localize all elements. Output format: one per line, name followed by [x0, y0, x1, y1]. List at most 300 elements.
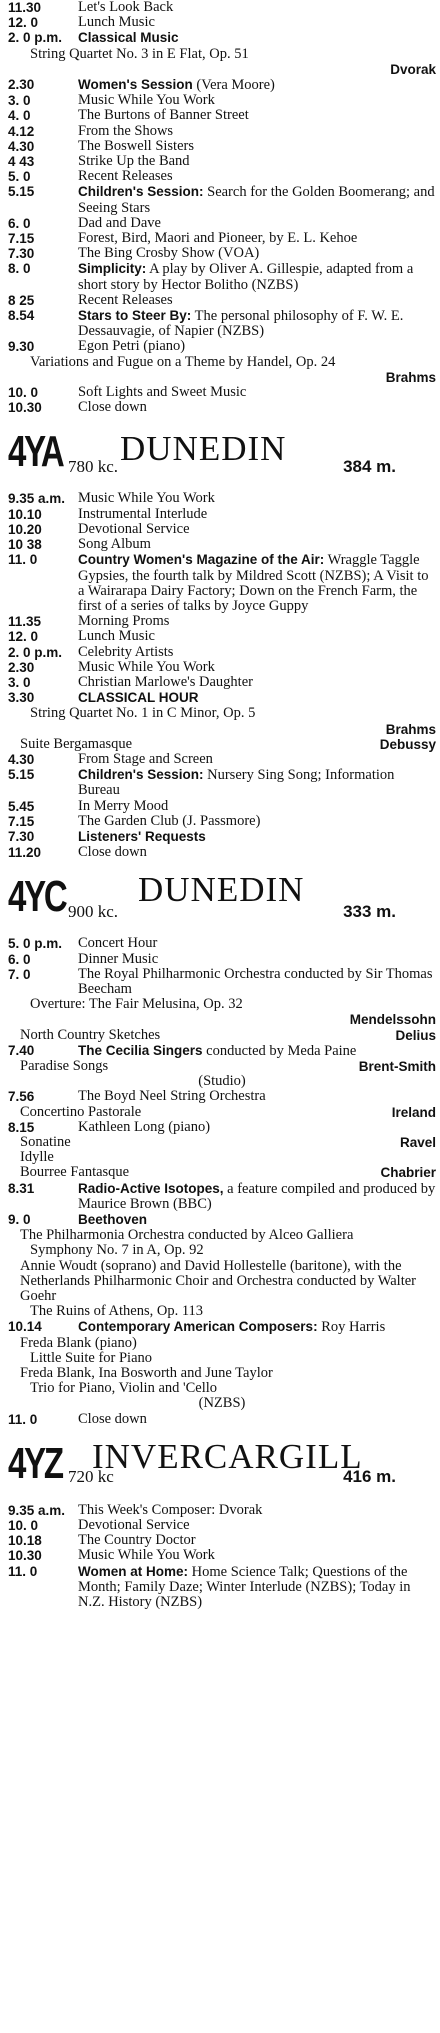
programme-text: [78, 799, 436, 814]
programme-text: [78, 952, 436, 967]
programme-time: 11. 0: [8, 1563, 38, 1579]
work-title: Trio for Piano, Violin and 'Cello: [30, 1380, 218, 1397]
work-title: (Studio): [198, 1073, 246, 1090]
programme-time: 2.30: [8, 659, 35, 675]
programme-row: [8, 936, 436, 951]
programme-entry: [8, 645, 436, 660]
programme-time: 9. 0: [8, 1212, 31, 1228]
programme-row: [8, 154, 436, 169]
programme-time: 2. 0 p.m.: [8, 644, 63, 660]
programme-entry: [8, 799, 436, 814]
programme-entry: [8, 1074, 436, 1089]
programme-description: Song Album: [78, 536, 151, 553]
programme-text: [78, 507, 436, 522]
radio-programme-page: [8, 0, 436, 1610]
programme-description: Dad and Dave: [78, 214, 161, 231]
programme-row: [8, 952, 436, 967]
programme-title: CLASSICAL HOUR: [78, 690, 199, 706]
programme-entry: [8, 1336, 436, 1351]
programme-description: Recent Releases: [78, 291, 173, 308]
programme-work: [8, 1028, 436, 1043]
programme-description: The Boyd Neel String Orchestra: [78, 1088, 266, 1105]
programme-work: [8, 1105, 436, 1120]
programme-row: [8, 799, 436, 814]
programme-time: 5.15: [8, 184, 35, 200]
programme-text: [78, 1503, 436, 1518]
programme-row: [8, 507, 436, 522]
programme-entry: [8, 1533, 436, 1548]
programme-row: [8, 690, 436, 706]
programme-title: The Cecilia Singers: [78, 1042, 203, 1058]
programme-title: Simplicity:: [78, 261, 147, 277]
programme-row: [8, 814, 436, 829]
programme-description: The Burtons of Banner Street: [78, 107, 249, 124]
station-frequency: 900 kc.: [68, 902, 119, 922]
programme-time: 7.30: [8, 246, 35, 262]
programme-work: [8, 1150, 436, 1165]
station-frequency: 780 kc.: [68, 457, 119, 477]
programme-entry: [8, 339, 436, 354]
programme-entry: [8, 1503, 436, 1518]
programme-description: From Stage and Screen: [78, 750, 213, 767]
programme-text: [78, 690, 436, 706]
programme-entry: [8, 614, 436, 629]
programme-description: Music While You Work: [78, 1547, 215, 1564]
programme-text: [78, 246, 436, 261]
programme-work: [8, 1381, 436, 1396]
programme-work: [8, 1396, 436, 1411]
programme-text: [78, 339, 436, 354]
programme-description: conducted by Meda Paine: [202, 1042, 357, 1059]
programme-title: Listeners' Requests: [78, 828, 206, 844]
work-title: Paradise Songs: [20, 1057, 109, 1074]
programme-entry: [8, 552, 436, 614]
programme-time: 5. 0 p.m.: [8, 936, 63, 952]
station-wavelength: 384 m.: [343, 457, 396, 477]
programme-text: [78, 1212, 436, 1228]
programme-time: 6. 0: [8, 215, 31, 231]
programme-entry: [8, 385, 436, 400]
composer-name: Chabrier: [380, 1165, 436, 1181]
programme-text: [78, 1412, 436, 1427]
programme-text: [78, 154, 436, 169]
programme-work: [8, 1228, 436, 1243]
programme-entry: [8, 675, 436, 690]
programme-entry: [8, 1412, 436, 1427]
programme-time: 10. 0: [8, 385, 39, 401]
programme-entry: [8, 62, 436, 77]
station-city: DUNEDIN: [120, 429, 287, 469]
programme-work: [8, 1165, 436, 1180]
programme-time: 3.30: [8, 690, 35, 706]
programme-entry: [8, 1396, 436, 1411]
programme-description: Close down: [78, 399, 147, 416]
programme-entry: [8, 1259, 436, 1305]
programme-entry: [8, 1243, 436, 1258]
programme-entry: [8, 139, 436, 154]
programme-entry: [8, 1028, 436, 1043]
programme-entry: [8, 1212, 436, 1228]
programme-time: 7.40: [8, 1042, 35, 1058]
programme-row: [8, 1412, 436, 1427]
programme-row: [8, 139, 436, 154]
programme-description: a feature compiled and produced by Maurice Brown (BBC): [78, 1180, 436, 1212]
programme-time: 10.30: [8, 400, 42, 416]
station-wavelength: 333 m.: [343, 902, 396, 922]
programme-title: Children's Session:: [78, 184, 204, 200]
programme-row: [8, 93, 436, 108]
programme-time: 10.30: [8, 1548, 42, 1564]
station-callsign: 4YA: [8, 427, 63, 477]
programme-text: [78, 93, 436, 108]
work-title: Bourree Fantasque: [20, 1164, 130, 1181]
composer-name: Brent-Smith: [358, 1058, 436, 1074]
programme-time: 10.18: [8, 1533, 42, 1549]
programme-text: [78, 139, 436, 154]
programme-row: [8, 645, 436, 660]
programme-time: 8 25: [8, 292, 35, 308]
programme-row: [8, 845, 436, 860]
programme-text: [78, 967, 436, 997]
programme-work: [8, 355, 436, 370]
programme-entry: [8, 537, 436, 552]
programme-title: Stars to Steer By:: [78, 308, 192, 324]
programme-entry: [8, 1089, 436, 1104]
programme-title: Classical Music: [78, 30, 179, 46]
programme-entry: [8, 30, 436, 46]
programme-entry: [8, 216, 436, 231]
programme-row: [8, 77, 436, 93]
programme-row: [8, 552, 436, 614]
programme-text: [78, 675, 436, 690]
programme-work: [8, 1366, 436, 1381]
programme-text: [78, 216, 436, 231]
programme-row: [8, 752, 436, 767]
programme-work: [8, 1135, 436, 1150]
programme-time: 10.14: [8, 1319, 42, 1335]
programme-title: Women at Home:: [78, 1563, 189, 1579]
programme-text: [78, 814, 436, 829]
programme-row: [8, 1089, 436, 1104]
composer-name: Delius: [395, 1027, 436, 1043]
programme-text: [78, 1319, 436, 1335]
programme-entry: [8, 936, 436, 951]
programme-entry: [8, 15, 436, 30]
programme-time: 7.15: [8, 813, 35, 829]
programme-description: Concert Hour: [78, 935, 158, 952]
programme-row: [8, 829, 436, 845]
programme-text: [78, 1120, 436, 1135]
programme-entry: [8, 93, 436, 108]
station-city: INVERCARGILL: [92, 1436, 363, 1476]
programme-description: Search for the Golden Boomerang; and Seeing Stars: [78, 184, 435, 216]
programme-title: Women's Session: [78, 77, 193, 93]
programme-entry: [8, 1181, 436, 1212]
programme-description: Celebrity Artists: [78, 643, 174, 660]
programme-time: 3. 0: [8, 93, 31, 109]
programme-title: Radio-Active Isotopes,: [78, 1180, 224, 1196]
programme-text: [78, 108, 436, 123]
programme-time: 7.56: [8, 1089, 35, 1105]
programme-row: [8, 522, 436, 537]
programme-entry: [8, 184, 436, 215]
programme-text: [78, 629, 436, 644]
programme-text: [78, 1518, 436, 1533]
composer-name: Mendelssohn: [349, 1012, 436, 1028]
programme-entry: [8, 737, 436, 752]
programme-row: [8, 491, 436, 506]
programme-text: [78, 261, 436, 292]
programme-entry: [8, 77, 436, 93]
work-title: Idylle: [20, 1149, 54, 1166]
programme-entry: [8, 845, 436, 860]
composer-name: Ireland: [391, 1104, 436, 1120]
station-callsign: 4YZ: [8, 1438, 62, 1488]
schedule-section-4ya: [8, 491, 436, 860]
programme-row: [8, 169, 436, 184]
programme-time: 4. 0: [8, 108, 31, 124]
programme-row: [8, 246, 436, 261]
programme-description: Music While You Work: [78, 658, 215, 675]
programme-entry: [8, 124, 436, 139]
programme-title: Contemporary American Composers:: [78, 1319, 318, 1335]
programme-description: This Week's Composer: Dvorak: [78, 1501, 263, 1518]
programme-text: [78, 77, 436, 93]
programme-description: Wraggle Taggle Gypsies, the fourth talk by Mildred Scott (NZBS); A Visit to a Wairarapa Dairy Factory; Down on the French Farm, the first of a series of talks by Joyce Guppy: [78, 552, 429, 614]
programme-description: Music While You Work: [78, 490, 215, 507]
work-title: The Philharmonia Orchestra conducted by Alceo Galliera: [20, 1227, 354, 1244]
programme-description: Music While You Work: [78, 92, 215, 109]
programme-text: [78, 1533, 436, 1548]
programme-description: From the Shows: [78, 122, 174, 139]
station-header-4yz: [8, 1437, 436, 1497]
programme-work: [8, 1059, 436, 1074]
programme-row: [8, 216, 436, 231]
programme-work: [8, 1351, 436, 1366]
programme-entry: [8, 1120, 436, 1135]
programme-entry: [8, 1381, 436, 1396]
programme-row: [8, 1319, 436, 1335]
programme-description: Morning Proms: [78, 613, 170, 630]
work-title: Annie Woudt (soprano) and David Hollestelle (baritone), with the Netherlands Philharmonic Choir and Orchestra conducted by Walter Goehr: [20, 1257, 416, 1305]
programme-description: Lunch Music: [78, 628, 155, 645]
station-city: DUNEDIN: [138, 870, 305, 910]
programme-description: Home Science Talk; Questions of the Month; Family Daze; Winter Interlude (NZBS); Today in N.Z. History (NZBS): [78, 1563, 411, 1611]
programme-row: [8, 339, 436, 354]
programme-entry: [8, 293, 436, 308]
programme-time: 8.54: [8, 308, 35, 324]
programme-time: 4.12: [8, 123, 35, 139]
programme-time: 5. 0: [8, 169, 31, 185]
programme-entry: [8, 308, 436, 339]
schedule-section-top: [8, 0, 436, 415]
programme-entry: [8, 154, 436, 169]
programme-text: [78, 936, 436, 951]
programme-row: [8, 967, 436, 997]
programme-text: [78, 491, 436, 506]
programme-time: 11. 0: [8, 1411, 38, 1427]
programme-description: A play by Oliver A. Gillespie, adapted from a short story by Hector Bolitho (NZBS): [78, 261, 414, 293]
programme-row: [8, 537, 436, 552]
programme-work: [8, 1074, 436, 1089]
programme-row: [8, 184, 436, 215]
programme-row: [8, 108, 436, 123]
programme-time: 7.30: [8, 828, 35, 844]
work-title: String Quartet No. 1 in C Minor, Op. 5: [30, 705, 256, 722]
programme-text: [78, 0, 436, 15]
programme-row: [8, 767, 436, 798]
programme-time: 12. 0: [8, 15, 39, 31]
programme-work: [8, 47, 436, 62]
programme-row: [8, 1503, 436, 1518]
programme-work: [8, 1259, 436, 1305]
programme-row: [8, 124, 436, 139]
work-title: Freda Blank, Ina Bosworth and June Taylor: [20, 1365, 273, 1382]
programme-row: [8, 15, 436, 30]
programme-work: [8, 1304, 436, 1319]
programme-row: [8, 1533, 436, 1548]
work-title: North Country Sketches: [20, 1026, 161, 1043]
programme-time: 9.35 a.m.: [8, 1502, 66, 1518]
programme-entry: [8, 1150, 436, 1165]
programme-row: [8, 675, 436, 690]
programme-entry: [8, 0, 436, 15]
programme-description: The personal philosophy of F. W. E. Dessauvagie, of Napier (NZBS): [78, 308, 404, 340]
programme-title: Beethoven: [78, 1212, 148, 1228]
programme-entry: [8, 1319, 436, 1335]
programme-description: The Bing Crosby Show (VOA): [78, 245, 260, 262]
programme-time: 6. 0: [8, 951, 31, 967]
programme-description: Recent Releases: [78, 168, 173, 185]
programme-text: [78, 30, 436, 46]
programme-entry: [8, 1351, 436, 1366]
work-title: Freda Blank (piano): [20, 1334, 137, 1351]
programme-row: [8, 1181, 436, 1212]
programme-text: [78, 15, 436, 30]
programme-time: 5.45: [8, 798, 35, 814]
programme-text: [78, 645, 436, 660]
programme-time: 11. 0: [8, 552, 38, 568]
programme-text: [78, 308, 436, 339]
programme-entry: [8, 997, 436, 1027]
programme-description: Egon Petri (piano): [78, 338, 186, 355]
programme-time: 10.10: [8, 506, 42, 522]
composer-name: Debussy: [379, 736, 436, 752]
programme-entry: [8, 767, 436, 798]
composer-name: Dvorak: [390, 61, 436, 77]
programme-time: 8. 0: [8, 261, 31, 277]
schedule-section-4yc: [8, 936, 436, 1427]
programme-time: 10 38: [8, 537, 42, 553]
work-title: Variations and Fugue on a Theme by Handel, Op. 24: [30, 353, 336, 370]
programme-row: [8, 231, 436, 246]
programme-time: 10.20: [8, 521, 42, 537]
programme-entry: [8, 1043, 436, 1059]
programme-row: [8, 400, 436, 415]
work-title: The Ruins of Athens, Op. 113: [30, 1303, 204, 1320]
programme-text: [78, 1181, 436, 1212]
programme-row: [8, 1212, 436, 1228]
programme-text: [78, 752, 436, 767]
programme-row: [8, 308, 436, 339]
programme-description: Kathleen Long (piano): [78, 1118, 211, 1135]
programme-row: [8, 1564, 436, 1611]
programme-text: [78, 614, 436, 629]
programme-row: [8, 1043, 436, 1059]
programme-text: [78, 1564, 436, 1611]
programme-time: 11.35: [8, 614, 42, 630]
programme-title: Children's Session:: [78, 767, 204, 783]
programme-description: The Boswell Sisters: [78, 137, 194, 154]
programme-entry: [8, 1366, 436, 1381]
station-frequency: 720 kc: [68, 1466, 114, 1486]
programme-text: [78, 231, 436, 246]
programme-row: [8, 614, 436, 629]
programme-text: [78, 385, 436, 400]
programme-entry: [8, 1548, 436, 1563]
programme-text: [78, 829, 436, 845]
programme-entry: [8, 629, 436, 644]
programme-entry: [8, 507, 436, 522]
programme-time: 8.31: [8, 1180, 35, 1196]
composer-name: Brahms: [385, 721, 436, 737]
programme-entry: [8, 1059, 436, 1074]
programme-time: 11.20: [8, 845, 42, 861]
programme-time: 9.35 a.m.: [8, 491, 66, 507]
programme-row: [8, 0, 436, 15]
station-callsign: 4YC: [8, 872, 66, 922]
programme-text: [78, 1043, 436, 1059]
programme-description: Close down: [78, 1410, 147, 1427]
programme-description: Dinner Music: [78, 950, 159, 967]
programme-description: Soft Lights and Sweet Music: [78, 384, 247, 401]
programme-entry: [8, 1228, 436, 1243]
programme-time: 7.15: [8, 231, 35, 247]
programme-time: 9.30: [8, 339, 35, 355]
programme-entry: [8, 752, 436, 767]
composer-name: Ravel: [399, 1135, 436, 1150]
programme-row: [8, 660, 436, 675]
station-wavelength: 416 m.: [343, 1466, 396, 1486]
work-title: Concertino Pastorale: [20, 1103, 142, 1120]
programme-description: Strike Up the Band: [78, 153, 190, 170]
programme-entry: [8, 660, 436, 675]
programme-text: [78, 522, 436, 537]
programme-entry: [8, 1135, 436, 1150]
programme-entry: [8, 952, 436, 967]
programme-entry: [8, 1105, 436, 1120]
programme-row: [8, 1548, 436, 1563]
programme-entry: [8, 1304, 436, 1319]
programme-work: [8, 997, 436, 1012]
programme-row: [8, 1518, 436, 1533]
programme-entry: [8, 522, 436, 537]
programme-text: [78, 1089, 436, 1104]
programme-description: Christian Marlowe's Daughter: [78, 673, 253, 690]
programme-text: [78, 124, 436, 139]
programme-description: Let's Look Back: [78, 0, 174, 15]
programme-text: [78, 845, 436, 860]
programme-text: [78, 400, 436, 415]
work-title: Symphony No. 7 in A, Op. 92: [30, 1242, 204, 1259]
programme-row: [8, 261, 436, 292]
programme-time: 2.30: [8, 77, 35, 93]
station-header-4ya: [8, 425, 436, 485]
programme-description: Roy Harris: [317, 1319, 386, 1336]
programme-description: In Merry Mood: [78, 797, 169, 814]
programme-row: [8, 1120, 436, 1135]
programme-entry: [8, 814, 436, 829]
